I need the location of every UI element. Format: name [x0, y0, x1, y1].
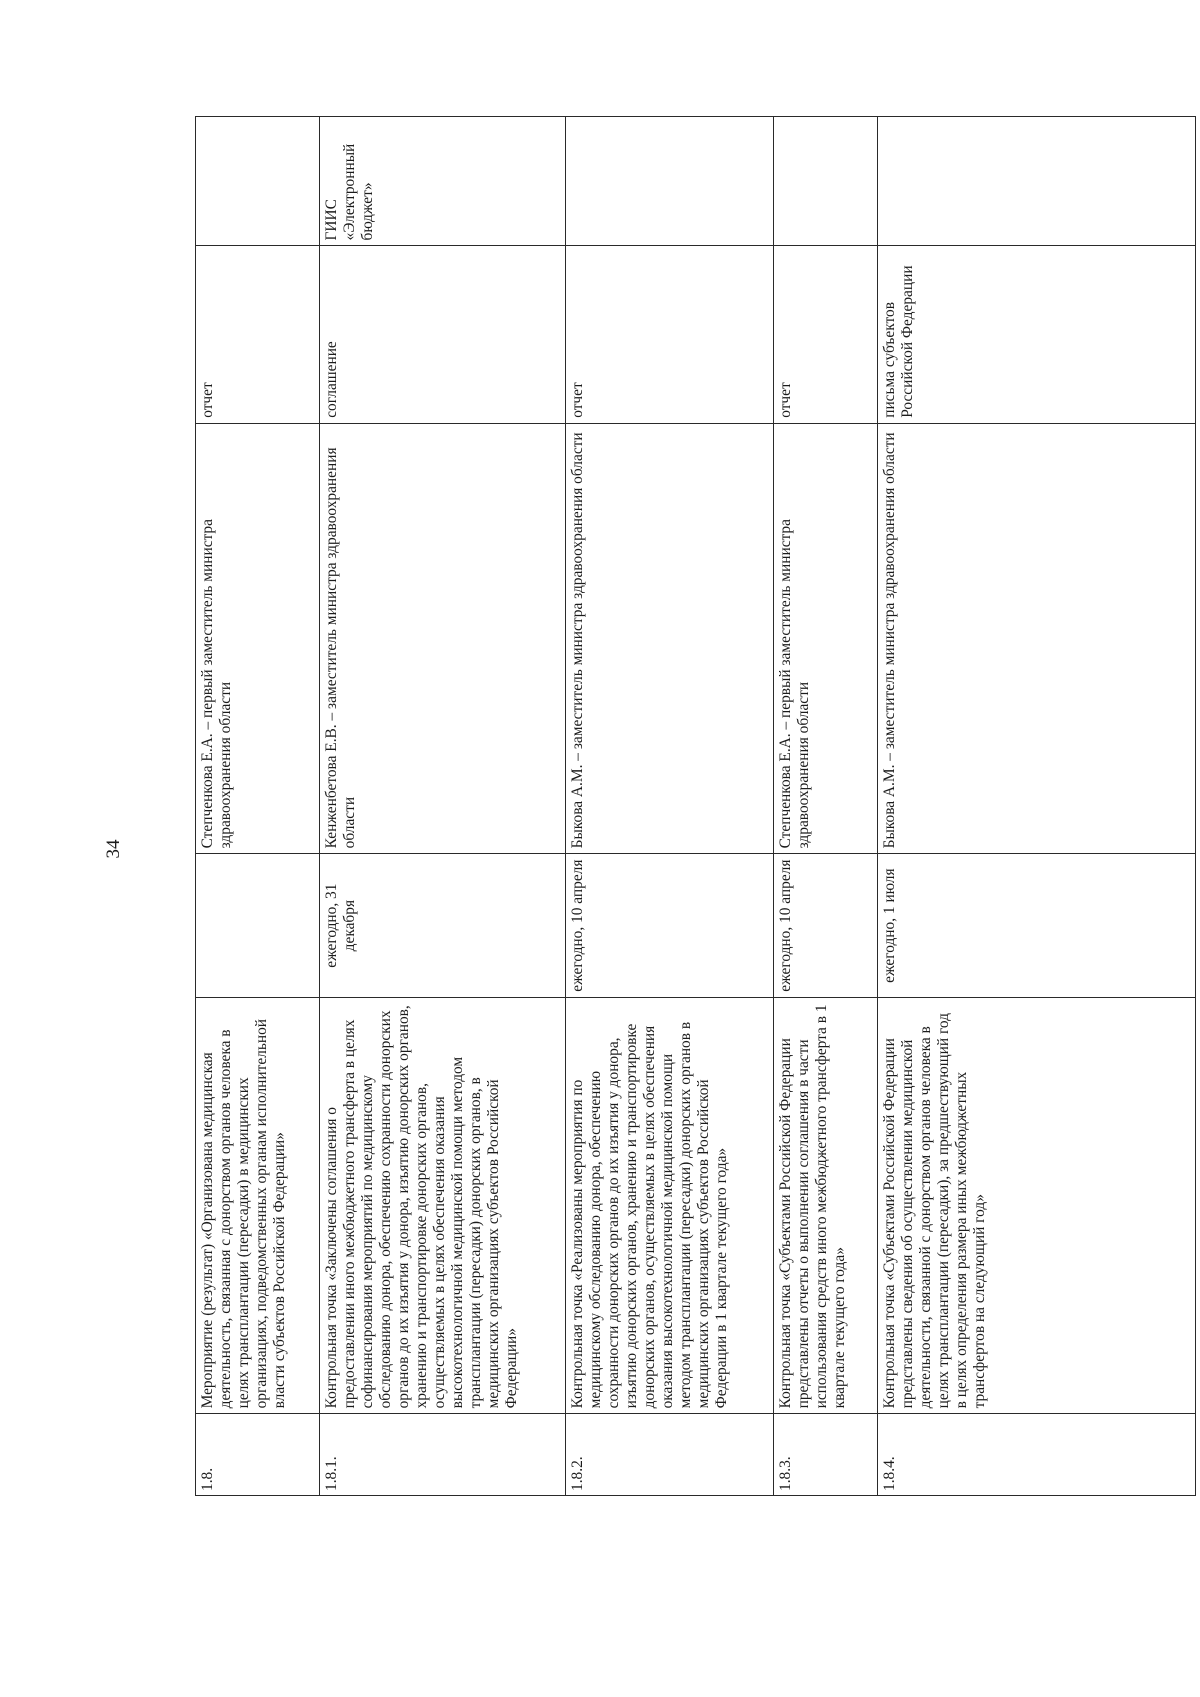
row-number-cell: 1.8.1.: [320, 1414, 566, 1496]
document-type-cell: письма субъектов Российской Федерации: [878, 246, 1196, 423]
table-row: [320, 117, 566, 1496]
deadline-cell: ежегодно, 31 декабря: [320, 854, 566, 998]
event-name-cell: Мероприятие (результат) «Организована медицинская деятельность, связанная с донорством органов человека в целях трансплантации (пересадки) в медицинских организациях, подведомственных органам исполнительной власти субъектов Российской Федерации»: [196, 997, 320, 1414]
row-number-cell: 1.8.3.: [774, 1414, 878, 1496]
responsible-cell: Кенженбетова Е.В. – заместитель министра здравоохранения области: [320, 423, 566, 854]
responsible-cell: Степченкова Е.А. – первый заместитель министра здравоохранения области: [774, 423, 878, 854]
event-name-cell: Контрольная точка «Субъектами Российской Федерации представлены сведения об осуществлении медицинской деятельности, связанной с донорством органов человека в целях трансплантации (пересадки), за предшествующий год в целях определения размера иных межбюджетных трансфертов на следующий год»: [878, 997, 1196, 1414]
page-number: 34: [103, 839, 124, 859]
responsible-cell: Быкова А.М. – заместитель министра здравоохранения области: [566, 423, 774, 854]
information-system-cell: [566, 117, 774, 247]
document-type-cell: отчет: [196, 246, 320, 423]
document-type-cell: отчет: [566, 246, 774, 423]
deadline-cell: ежегодно, 10 апреля: [566, 854, 774, 998]
row-number-cell: 1.8.4.: [878, 1414, 1196, 1496]
rotated-table-container: [195, 116, 1195, 1496]
event-name-cell: Контрольная точка «Субъектами Российской Федерации представлены отчеты о выполнении соглашения в части использования средств иного межбюджетного трансферта в 1 квартале текущего года»: [774, 997, 878, 1414]
plan-table: [195, 116, 1196, 1496]
table-row: [878, 117, 1196, 1496]
row-number-cell: 1.8.2.: [566, 1414, 774, 1496]
deadline-cell: ежегодно, 10 апреля: [774, 854, 878, 998]
event-name-cell: Контрольная точка «Реализованы мероприятия по медицинскому обследованию донора, обеспечению сохранности донорских органов до их изъятия у донора, изъятию донорских органов, хранению и транспортировке донорских органов, осуществляемых в целях обеспечения оказания высокотехнологичной медицинской помощи методом трансплантации (пересадки) донорских органов в медицинских организациях субъектов Российской Федерации в 1 квартале текущего года»: [566, 997, 774, 1414]
deadline-cell: ежегодно, 1 июля: [878, 854, 1196, 998]
deadline-cell: [196, 854, 320, 998]
table-row: [566, 117, 774, 1496]
document-type-cell: отчет: [774, 246, 878, 423]
table-row: [196, 117, 320, 1496]
table-row: [774, 117, 878, 1496]
information-system-cell: ГИИС «Электронный бюджет»: [320, 117, 566, 247]
information-system-cell: [878, 117, 1196, 247]
event-name-cell: Контрольная точка «Заключены соглашения о предоставлении иного межбюджетного трансферта в целях софинансирования мероприятий по медицинскому обследованию донора, обеспечению сохранности донорских органов до их изъятия у донора, изъятию донорских органов, хранению и транспортировке донорских органов, осуществляемых в целях обеспечения оказания высокотехнологичной медицинской помощи методом трансплантации (пересадки) донорских органов, в медицинских организациях субъектов Российской Федерации»: [320, 997, 566, 1414]
responsible-cell: Быкова А.М. – заместитель министра здравоохранения области: [878, 423, 1196, 854]
responsible-cell: Степченкова Е.А. – первый заместитель министра здравоохранения области: [196, 423, 320, 854]
information-system-cell: [196, 117, 320, 247]
row-number-cell: 1.8.: [196, 1414, 320, 1496]
information-system-cell: [774, 117, 878, 247]
document-type-cell: соглашение: [320, 246, 566, 423]
